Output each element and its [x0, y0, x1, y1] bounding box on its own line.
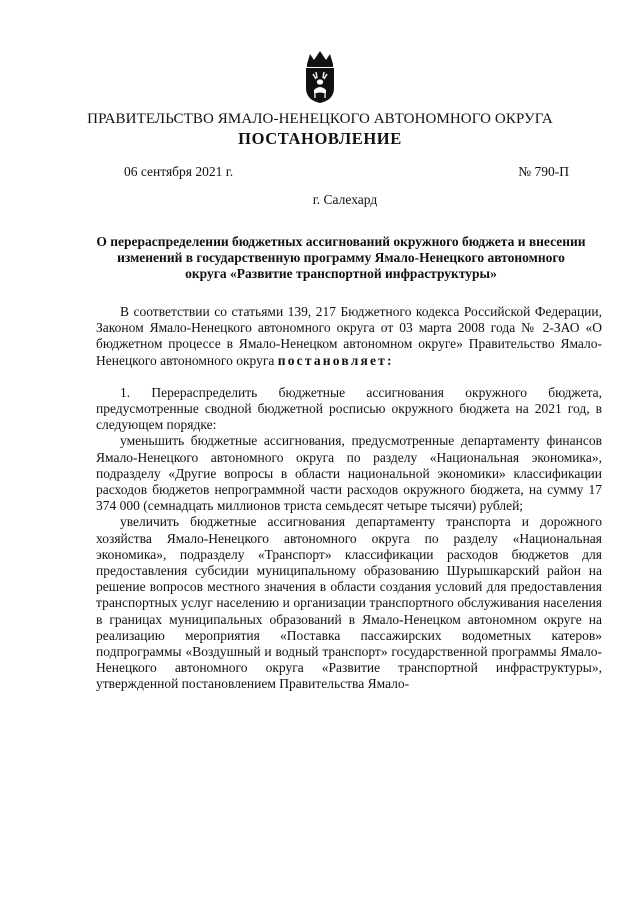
- preamble-text: В соответствии со статьями 139, 217 Бюджетного кодекса Российской Федерации, Законом Ямало-Ненецкого автономного округа от 03 марта 2008 года № 2-ЗАО «О бюджетном процессе в Ямало-Ненецком автономном округе» Правительство Ямало-Ненецкого автономного округа: [96, 304, 602, 368]
- document-number: № 790-П: [518, 164, 569, 179]
- document-body: [96, 304, 602, 693]
- document-date: 06 сентября 2021 г.: [124, 164, 234, 179]
- preamble-paragraph: [96, 304, 602, 369]
- organization-name: ПРАВИТЕЛЬСТВО ЯМАЛО-НЕНЕЦКОГО АВТОНОМНОГО ОКРУГА: [87, 111, 553, 127]
- body-paragraph: уменьшить бюджетные ассигнования, предусмотренные департаменту финансов Ямало-Ненецкого автономного округа по разделу «Национальная экономика», подразделу «Другие вопросы в области национальной экономики» классификации расходов бюджетов непрограммной части расходов окружного бюджета, на сумму 17 374 000 (семнадцать миллионов триста семьдесят четыре тысячи) рублей;: [96, 433, 602, 514]
- document-title: О перераспределении бюджетных ассигнований окружного бюджета и внесении изменений в государственную программу Ямало-Ненецкого автономного округа «Развитие транспортной инфраструктуры»: [96, 234, 586, 281]
- coat-of-arms-icon: [302, 50, 338, 104]
- document-city: г. Салехард: [312, 192, 378, 207]
- body-paragraph: 1. Перераспределить бюджетные ассигнования окружного бюджета, предусмотренные сводной бюджетной росписью окружного бюджета на 2021 год, в следующем порядке:: [96, 384, 602, 433]
- document-type: ПОСТАНОВЛЕНИЕ: [238, 129, 402, 148]
- decree-word: постановляет:: [277, 352, 394, 368]
- body-paragraph: увеличить бюджетные ассигнования департаменту транспорта и дорожного хозяйства Ямало-Ненецкого автономного округа по разделу «Национальная экономика», подразделу «Транспорт» классификации расходов бюджетов для предоставления субсидии муниципальному образованию Шурышкарский район на решение вопросов местного значения в области создания условий для предоставления транспортных услуг населению и организации транспортного обслуживания населения в границах муниципальных образований в Ямало-Ненецком автономном округе на реализацию мероприятия «Поставка пассажирских водометных катеров» подпрограммы «Воздушный и водный транспорт» государственной программы Ямало-Ненецкого автономного округа «Развитие транспортной инфраструктуры», утвержденной постановлением Правительства Ямало-: [96, 514, 602, 692]
